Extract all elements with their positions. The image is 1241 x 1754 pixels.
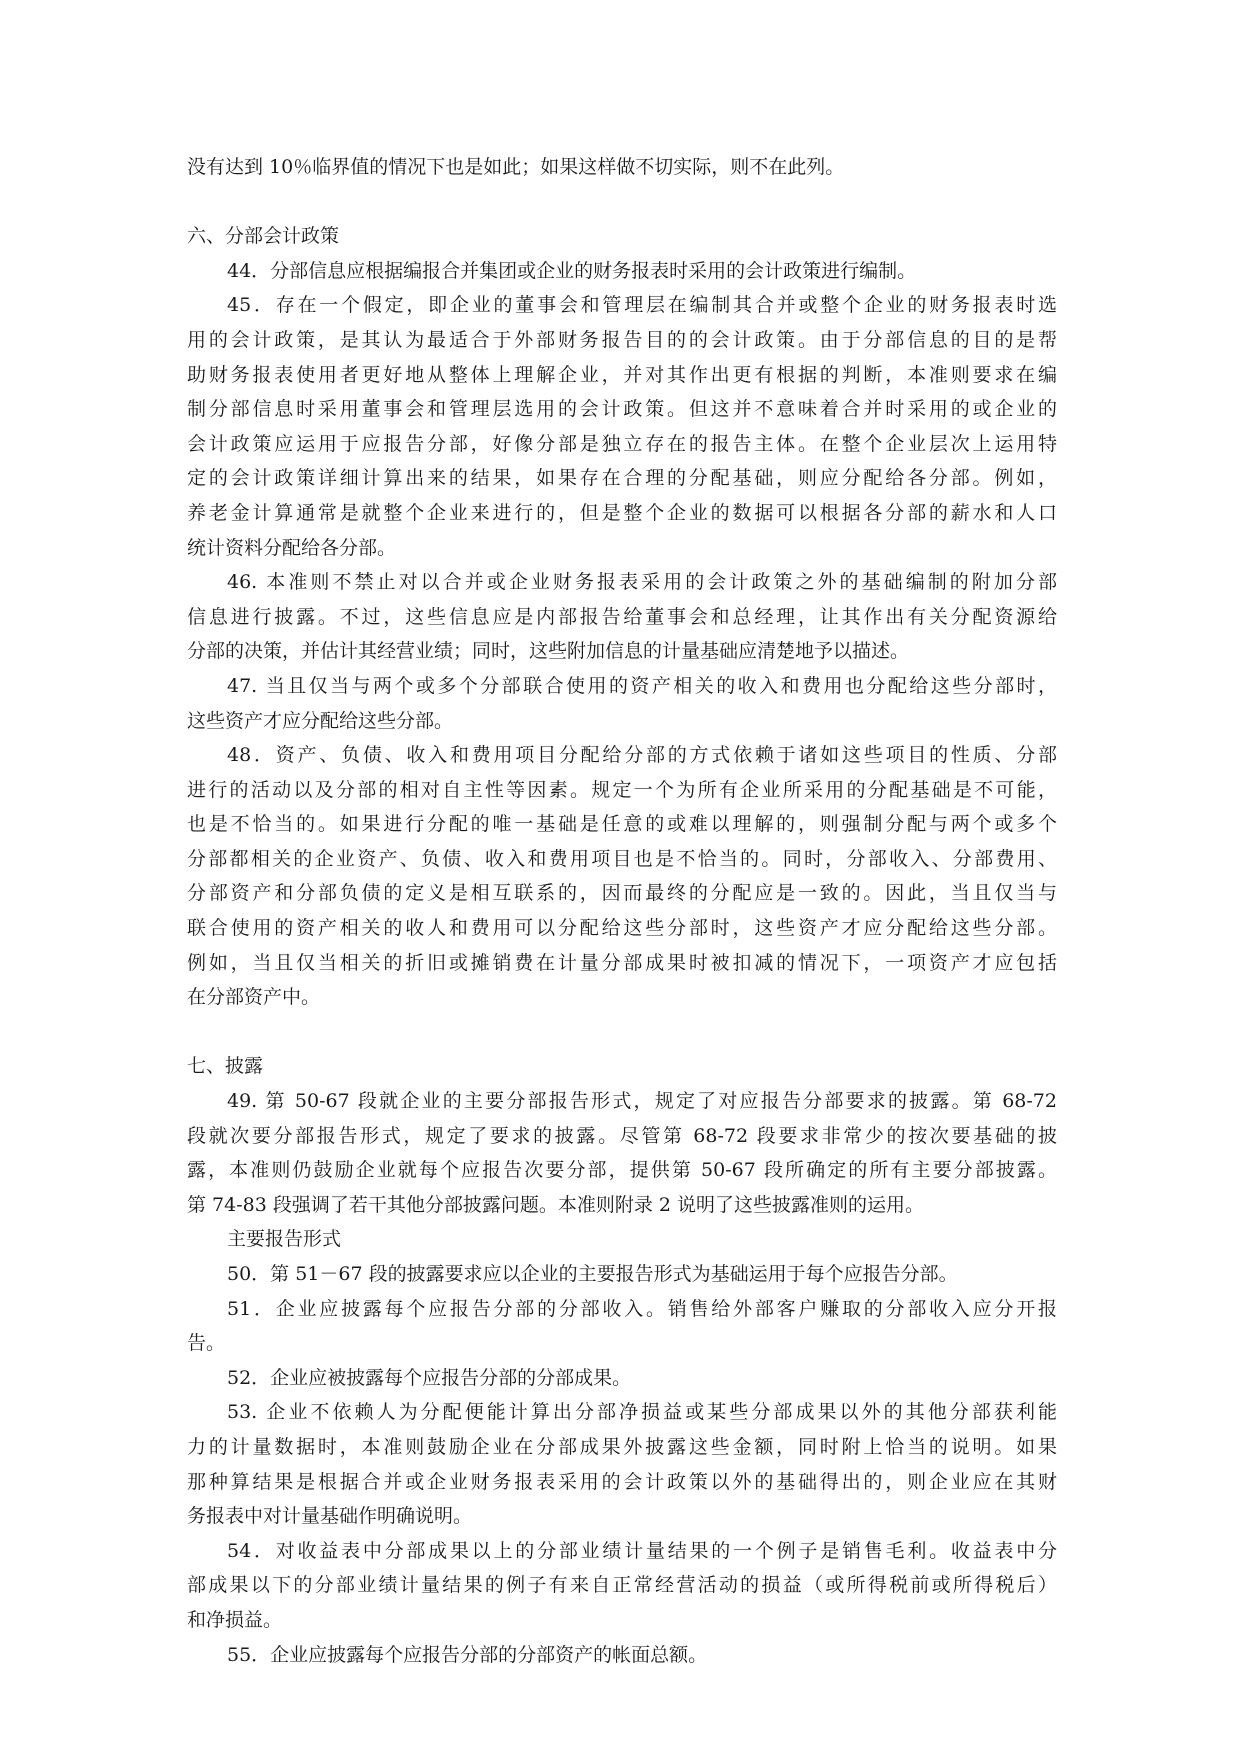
paragraph-line: 50．第 51－67 段的披露要求应以企业的主要报告形式为基础运用于每个应报告分部。 (227, 1263, 958, 1285)
paragraph-line: 告。 (187, 1332, 226, 1355)
paragraph-line: 52．企业应被披露每个应报告分部的分部成果。 (227, 1366, 632, 1389)
paragraph-line: 55．企业应披露每个应报告分部的分部资产的帐面总额。 (227, 1643, 708, 1666)
paragraph-line: 和净损益。 (187, 1608, 283, 1631)
paragraph-line: 联合使用的资产相关的收人和费用可以分配给这些分部时，这些资产才应分配给这些分部。 (187, 917, 1057, 940)
paragraph-line: 那种算结果是根据合并或企业财务报表采用的会计政策以外的基础得出的，则企业应在其财 (187, 1470, 1057, 1493)
paragraph-line: 分部的决策，并估计其经营业绩；同时，这些附加信息的计量基础应清楚地予以描述。 (187, 640, 910, 663)
paragraph-line: 分部资产和分部负债的定义是相互联系的，因而最终的分配应是一致的。因此，当且仅当与 (187, 882, 1057, 905)
text-line: 没有达到 10％临界值的情况下也是如此；如果这样做不切实际，则不在此列。 (187, 156, 845, 178)
paragraph-line: 51．企业应披露每个应报告分部的分部收入。销售给外部客户赚取的分部收入应分开报 (227, 1297, 1057, 1320)
paragraph-line: 进行的活动以及分部的相对自主性等因素。规定一个为所有企业所采用的分配基础是不可能， (187, 778, 1057, 801)
paragraph-line: 这些资产才应分配给这些分部。 (187, 709, 454, 732)
paragraph-line: 44．分部信息应根据编报合并集团或企业的财务报表时采用的会计政策进行编制。 (227, 259, 917, 282)
paragraph-line: 助财务报表使用者更好地从整体上理解企业，并对其作出更有根据的判断，本准则要求在编 (187, 363, 1057, 386)
paragraph-line: 制分部信息时采用董事会和管理层选用的会计政策。但这并不意味着合并时采用的或企业的 (187, 398, 1057, 421)
paragraph-line: 45．存在一个假定，即企业的董事会和管理层在编制其合并或整个企业的财务报表时选 (227, 294, 1057, 317)
paragraph-line: 53. 企业不依赖人为分配便能计算出分部净损益或某些分部成果以外的其他分部获利能 (227, 1401, 1057, 1424)
paragraph-line: 段就次要分部报告形式，规定了要求的披露。尽管第 68-72 段要求非常少的按次要基础的披 (187, 1124, 1057, 1147)
paragraph-line: 46. 本准则不禁止对以合并或企业财务报表采用的会计政策之外的基础编制的附加分部 (227, 571, 1057, 594)
paragraph-line: 例如，当且仅当相关的折旧或摊销费在计量分部成果时被扣减的情况下，一项资产才应包括 (187, 951, 1057, 974)
paragraph-line: 统计资料分配给各分部。 (187, 536, 397, 559)
paragraph-line: 定的会计政策详细计算出来的结果，如果存在合理的分配基础，则应分配给各分部。例如， (187, 467, 1057, 490)
paragraph-line: 在分部资产中。 (187, 986, 321, 1009)
paragraph-line: 露，本准则仍鼓励企业就每个应报告次要分部，提供第 50-67 段所确定的所有主要分部披露。 (187, 1159, 1057, 1182)
paragraph-line: 养老金计算通常是就整个企业来进行的，但是整个企业的数据可以根据各分部的薪水和人口 (187, 501, 1057, 524)
section-heading: 七、披露 (187, 1055, 264, 1078)
paragraph-line: 信息进行披露。不过，这些信息应是内部报告给董事会和总经理，让其作出有关分配资源给 (187, 605, 1057, 628)
paragraph-line: 48．资产、负债、收入和费用项目分配给分部的方式依赖于诸如这些项目的性质、分部 (227, 744, 1057, 767)
paragraph-line: 第 74-83 段强调了若干其他分部披露问题。本准则附录 2 说明了这些披露准则的运用。 (187, 1193, 925, 1216)
paragraph-line: 分部都相关的企业资产、负债、收入和费用项目也是不恰当的。同时，分部收入、分部费用、 (187, 847, 1057, 870)
paragraph-gap (187, 185, 1057, 220)
paragraph-gap (187, 1015, 1057, 1050)
paragraph-line: 也是不恰当的。如果进行分配的唯一基础是任意的或难以理解的，则强制分配与两个或多个 (187, 813, 1057, 836)
paragraph-line: 部成果以下的分部业绩计量结果的例子有来自正常经营活动的损益（或所得税前或所得税后） (187, 1574, 1057, 1597)
section-heading: 六、分部会计政策 (187, 225, 340, 248)
paragraph-line: 47. 当且仅当与两个或多个分部联合使用的资产相关的收入和费用也分配给这些分部时， (227, 674, 1057, 697)
paragraph-line: 会计政策应运用于应报告分部，好像分部是独立存在的报告主体。在整个企业层次上运用特 (187, 432, 1057, 455)
paragraph-line: 49. 第 50-67 段就企业的主要分部报告形式，规定了对应报告分部要求的披露。第 68-72 (227, 1090, 1057, 1113)
document-body (187, 150, 1057, 1672)
paragraph-line: 54．对收益表中分部成果以上的分部业绩计量结果的一个例子是销售毛利。收益表中分 (227, 1539, 1057, 1562)
subsection-heading: 主要报告形式 (227, 1228, 342, 1251)
paragraph-line: 用的会计政策，是其认为最适合于外部财务报告目的的会计政策。由于分部信息的目的是帮 (187, 328, 1057, 351)
paragraph-line: 务报表中对计量基础作明确说明。 (187, 1505, 473, 1528)
paragraph-line: 力的计量数据时，本准则鼓励企业在分部成果外披露这些金额，同时附上恰当的说明。如果 (187, 1435, 1057, 1458)
